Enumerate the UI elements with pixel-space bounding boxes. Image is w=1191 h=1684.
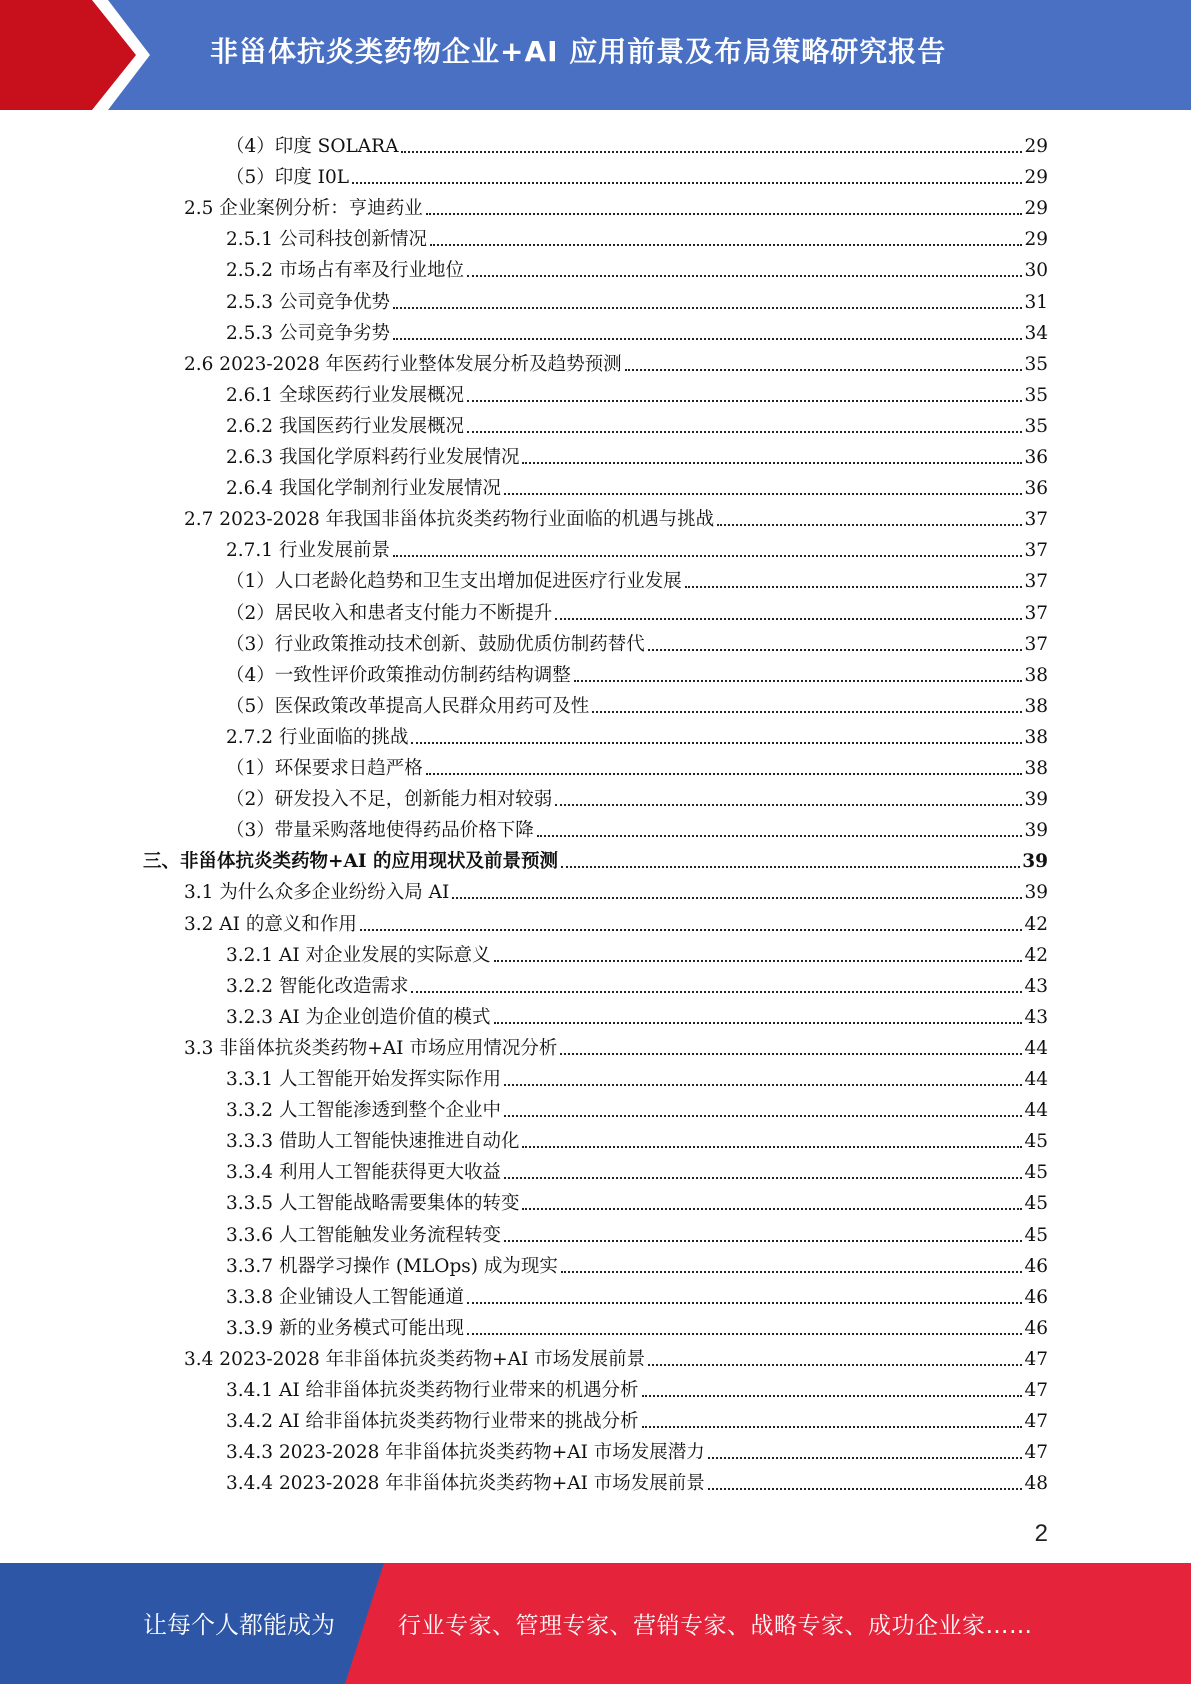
toc-entry-page: 48 — [1024, 1473, 1048, 1495]
toc-entry[interactable] — [143, 843, 1048, 874]
toc-entry-label: 2.7.1 行业发展前景 — [226, 540, 390, 562]
toc-entry-page: 35 — [1024, 353, 1048, 375]
toc-leader-dots — [426, 213, 1023, 215]
toc-entry-page: 38 — [1024, 758, 1048, 779]
toc-entry[interactable] — [226, 284, 1048, 315]
toc-entry-label: （4）印度 SOLARA — [226, 136, 399, 157]
toc-leader-dots — [592, 711, 1022, 713]
toc-leader-dots — [467, 400, 1022, 402]
toc-leader-dots — [522, 1208, 1022, 1210]
toc-entry-page: 46 — [1024, 1317, 1048, 1339]
toc-leader-dots — [648, 1364, 1022, 1366]
toc-entry-page: 35 — [1024, 415, 1048, 437]
toc-entry-label: 2.6.1 全球医药行业发展概况 — [226, 384, 464, 406]
toc-entry-label: 2.5.2 市场占有率及行业地位 — [226, 260, 464, 282]
toc-leader-dots — [561, 1271, 1023, 1273]
toc-entry-label: （2）研发投入不足，创新能力相对较弱 — [226, 789, 553, 811]
toc-leader-dots — [717, 524, 1022, 526]
toc-entry[interactable] — [226, 1279, 1048, 1310]
toc-entry-label: 三、非甾体抗炎类药物+AI 的应用现状及前景预测 — [143, 851, 558, 873]
toc-entry[interactable] — [226, 1403, 1048, 1434]
toc-entry[interactable] — [226, 595, 1048, 626]
toc-leader-dots — [522, 1146, 1022, 1148]
toc-entry-label: 3.3.1 人工智能开始发挥实际作用 — [226, 1069, 501, 1090]
toc-leader-dots — [352, 182, 1022, 184]
toc-leader-dots — [560, 1053, 1022, 1055]
toc-entry-label: 3.4 2023-2028 年非甾体抗炎类药物+AI 市场发展前景 — [184, 1348, 646, 1370]
toc-leader-dots — [685, 586, 1023, 588]
toc-entry[interactable] — [226, 688, 1048, 719]
toc-entry-label: 3.2.2 智能化改造需求 — [226, 975, 409, 997]
toc-leader-dots — [426, 773, 1023, 775]
toc-entry-page: 30 — [1024, 260, 1048, 282]
toc-entry-page: 29 — [1024, 198, 1048, 220]
toc-entry-label: 3.3.7 机器学习操作 (MLOps) 成为现实 — [226, 1255, 558, 1277]
page-footer — [0, 1563, 1191, 1684]
toc-leader-dots — [537, 835, 1023, 837]
header-arrow-decoration — [0, 0, 160, 110]
toc-entry[interactable] — [226, 657, 1048, 688]
footer-slogan-right: 行业专家、管理专家、营销专家、战略专家、成功企业家…… — [398, 1613, 1033, 1639]
toc-entry-label: 3.3.5 人工智能战略需要集体的转变 — [226, 1193, 520, 1215]
toc-entry-page: 45 — [1024, 1224, 1048, 1246]
toc-entry-label: 3.3.2 人工智能渗透到整个企业中 — [226, 1100, 501, 1122]
toc-entry-page: 37 — [1024, 540, 1048, 562]
toc-leader-dots — [708, 1488, 1023, 1490]
toc-entry-page: 36 — [1024, 447, 1048, 468]
toc-leader-dots — [504, 1240, 1022, 1242]
toc-entry-label: 3.3.8 企业铺设人工智能通道 — [226, 1286, 464, 1308]
toc-leader-dots — [430, 244, 1022, 246]
toc-leader-dots — [504, 1115, 1022, 1117]
toc-leader-dots — [555, 618, 1022, 620]
toc-entry-label: 2.6.3 我国化学原料药行业发展情况 — [226, 447, 520, 468]
toc-entry[interactable] — [226, 1465, 1048, 1496]
toc-entry[interactable] — [226, 408, 1048, 439]
toc-entry[interactable] — [226, 719, 1048, 750]
toc-entry-page: 39 — [1024, 820, 1048, 842]
toc-entry-page: 37 — [1024, 571, 1048, 593]
toc-leader-dots — [504, 493, 1022, 495]
toc-entry-label: 2.5.3 公司竞争劣势 — [226, 322, 390, 344]
toc-leader-dots — [411, 991, 1022, 993]
toc-entry-label: 2.7.2 行业面临的挑战 — [226, 726, 409, 748]
toc-entry-page: 46 — [1024, 1286, 1048, 1308]
toc-entry-page: 46 — [1024, 1255, 1048, 1277]
toc-leader-dots — [561, 866, 1020, 868]
toc-leader-dots — [494, 960, 1023, 962]
toc-entry[interactable] — [226, 781, 1048, 812]
toc-entry-label: 3.3.4 利用人工智能获得更大收益 — [226, 1162, 501, 1184]
toc-leader-dots — [574, 680, 1023, 682]
toc-entry-label: 3.3.3 借助人工智能快速推进自动化 — [226, 1131, 520, 1153]
toc-leader-dots — [648, 649, 1023, 651]
toc-entry-page: 43 — [1024, 975, 1048, 997]
toc-entry-label: 3.4.3 2023-2028 年非甾体抗炎类药物+AI 市场发展潜力 — [226, 1442, 705, 1464]
toc-leader-dots — [452, 897, 1022, 899]
toc-entry-label: （2）居民收入和患者支付能力不断提升 — [226, 602, 553, 624]
toc-leader-dots — [360, 929, 1023, 931]
toc-entry[interactable] — [226, 563, 1048, 594]
toc-entry[interactable] — [226, 377, 1048, 408]
toc-leader-dots — [467, 275, 1022, 277]
toc-entry-label: 2.6.4 我国化学制剂行业发展情况 — [226, 478, 501, 500]
toc-entry[interactable] — [226, 252, 1048, 283]
toc-entry-label: 3.3.6 人工智能触发业务流程转变 — [226, 1224, 501, 1246]
toc-entry-page: 42 — [1024, 913, 1048, 935]
toc-entry-label: 2.5 企业案例分析：亨迪药业 — [184, 198, 423, 220]
toc-entry[interactable] — [226, 1248, 1048, 1279]
toc-entry[interactable] — [226, 1217, 1048, 1248]
toc-entry-label: （3）带量采购落地使得药品价格下降 — [226, 820, 534, 842]
toc-leader-dots — [625, 369, 1023, 371]
toc-entry[interactable] — [226, 1061, 1048, 1092]
toc-entry[interactable] — [184, 190, 1048, 221]
toc-entry-page: 43 — [1024, 1006, 1048, 1028]
toc-entry[interactable] — [184, 874, 1048, 905]
toc-leader-dots — [393, 555, 1022, 557]
toc-entry[interactable] — [226, 1123, 1048, 1154]
toc-entry-label: 3.1 为什么众多企业纷纷入局 AI — [184, 882, 450, 904]
toc-entry[interactable] — [226, 1434, 1048, 1465]
toc-entry-label: （3）行业政策推动技术创新、鼓励优质仿制药替代 — [226, 633, 645, 655]
toc-entry-label: 3.2.3 AI 为企业创造价值的模式 — [226, 1006, 491, 1028]
toc-entry-label: 2.6 2023-2028 年医药行业整体发展分析及趋势预测 — [184, 353, 622, 375]
toc-entry-page: 45 — [1024, 1193, 1048, 1215]
toc-entry[interactable] — [184, 906, 1048, 937]
toc-entry-label: （4）一致性评价政策推动仿制药结构调整 — [226, 664, 571, 686]
toc-entry-page: 47 — [1024, 1380, 1048, 1401]
toc-entry[interactable] — [226, 1310, 1048, 1341]
toc-leader-dots — [504, 1084, 1022, 1086]
toc-entry[interactable] — [226, 937, 1048, 968]
toc-entry-page: 45 — [1024, 1131, 1048, 1153]
toc-entry[interactable] — [226, 532, 1048, 563]
toc-entry[interactable] — [226, 812, 1048, 843]
toc-entry-label: 3.2.1 AI 对企业发展的实际意义 — [226, 944, 491, 966]
toc-entry-page: 29 — [1024, 167, 1048, 189]
toc-entry-page: 29 — [1024, 136, 1048, 157]
toc-entry[interactable] — [226, 128, 1048, 159]
toc-entry[interactable] — [226, 1092, 1048, 1123]
toc-entry-page: 38 — [1024, 664, 1048, 686]
toc-leader-dots — [401, 151, 1022, 153]
toc-entry-label: （1）环保要求日趋严格 — [226, 758, 423, 779]
toc-entry-label: （5）医保政策改革提高人民群众用药可及性 — [226, 695, 590, 717]
toc-leader-dots — [393, 338, 1022, 340]
toc-entry[interactable] — [226, 1154, 1048, 1185]
toc-entry[interactable] — [226, 750, 1048, 781]
toc-entry[interactable] — [226, 626, 1048, 657]
toc-entry-page: 38 — [1024, 726, 1048, 748]
toc-entry[interactable] — [226, 1185, 1048, 1216]
toc-leader-dots — [708, 1457, 1023, 1459]
toc-entry[interactable] — [226, 470, 1048, 501]
toc-leader-dots — [522, 462, 1022, 464]
toc-entry-page: 39 — [1022, 851, 1048, 873]
toc-entry[interactable] — [226, 439, 1048, 470]
toc-entry[interactable] — [226, 968, 1048, 999]
toc-entry-label: （5）印度 I0L — [226, 167, 350, 189]
toc-entry-page: 39 — [1024, 789, 1048, 811]
toc-entry-page: 44 — [1024, 1100, 1048, 1122]
toc-entry[interactable] — [184, 346, 1048, 377]
toc-leader-dots — [393, 307, 1022, 309]
toc-entry-label: 3.3 非甾体抗炎类药物+AI 市场应用情况分析 — [184, 1037, 558, 1059]
toc-entry[interactable] — [226, 221, 1048, 252]
toc-leader-dots — [555, 804, 1022, 806]
toc-entry-page: 37 — [1024, 602, 1048, 624]
toc-leader-dots — [467, 431, 1022, 433]
toc-entry[interactable] — [184, 1030, 1048, 1061]
toc-entry-page: 47 — [1024, 1442, 1048, 1464]
page-header — [0, 0, 1191, 110]
toc-leader-dots — [642, 1426, 1023, 1428]
toc-entry-label: 3.3.9 新的业务模式可能出现 — [226, 1317, 464, 1339]
toc-entry-page: 31 — [1024, 291, 1048, 313]
toc-entry-page: 45 — [1024, 1162, 1048, 1184]
toc-entry-page: 47 — [1024, 1348, 1048, 1370]
toc-entry-label: 2.5.3 公司竞争优势 — [226, 291, 390, 313]
report-title: 非甾体抗炎类药物企业+AI 应用前景及布局策略研究报告 — [210, 35, 947, 68]
toc-leader-dots — [642, 1395, 1023, 1397]
page-number: 2 — [1034, 1520, 1048, 1547]
toc-entry-label: （1）人口老龄化趋势和卫生支出增加促进医疗行业发展 — [226, 571, 682, 593]
toc-entry-page: 44 — [1024, 1069, 1048, 1090]
footer-slogan-left: 让每个人都能成为 — [143, 1611, 335, 1639]
toc-leader-dots — [467, 1302, 1022, 1304]
toc-entry[interactable] — [184, 501, 1048, 532]
toc-entry[interactable] — [226, 999, 1048, 1030]
toc-entry-page: 36 — [1024, 478, 1048, 500]
toc-entry-page: 29 — [1024, 229, 1048, 251]
toc-leader-dots — [411, 742, 1022, 744]
toc-leader-dots — [467, 1333, 1022, 1335]
toc-entry-page: 34 — [1024, 322, 1048, 344]
toc-entry-page: 37 — [1024, 633, 1048, 655]
toc-entry-page: 35 — [1024, 384, 1048, 406]
toc-entry-label: 2.6.2 我国医药行业发展概况 — [226, 415, 464, 437]
toc-entry[interactable] — [226, 1372, 1048, 1403]
toc-entry-page: 42 — [1024, 944, 1048, 966]
toc-entry-page: 44 — [1024, 1037, 1048, 1059]
toc-entry[interactable] — [226, 315, 1048, 346]
toc-entry-page: 37 — [1024, 509, 1048, 531]
toc-entry[interactable] — [226, 159, 1048, 190]
toc-entry-label: 3.2 AI 的意义和作用 — [184, 913, 357, 935]
toc-entry-label: 3.4.4 2023-2028 年非甾体抗炎类药物+AI 市场发展前景 — [226, 1473, 705, 1495]
toc-leader-dots — [504, 1177, 1022, 1179]
toc-leader-dots — [494, 1022, 1023, 1024]
toc-entry-label: 2.5.1 公司科技创新情况 — [226, 229, 427, 251]
toc-entry-page: 38 — [1024, 695, 1048, 717]
toc-entry-label: 3.4.1 AI 给非甾体抗炎类药物行业带来的机遇分析 — [226, 1380, 639, 1401]
toc-entry-label: 3.4.2 AI 给非甾体抗炎类药物行业带来的挑战分析 — [226, 1411, 639, 1433]
toc-entry-page: 47 — [1024, 1411, 1048, 1433]
toc-entry-page: 39 — [1024, 882, 1048, 904]
toc-entry[interactable] — [184, 1341, 1048, 1372]
toc-entry-label: 2.7 2023-2028 年我国非甾体抗炎类药物行业面临的机遇与挑战 — [184, 509, 715, 531]
